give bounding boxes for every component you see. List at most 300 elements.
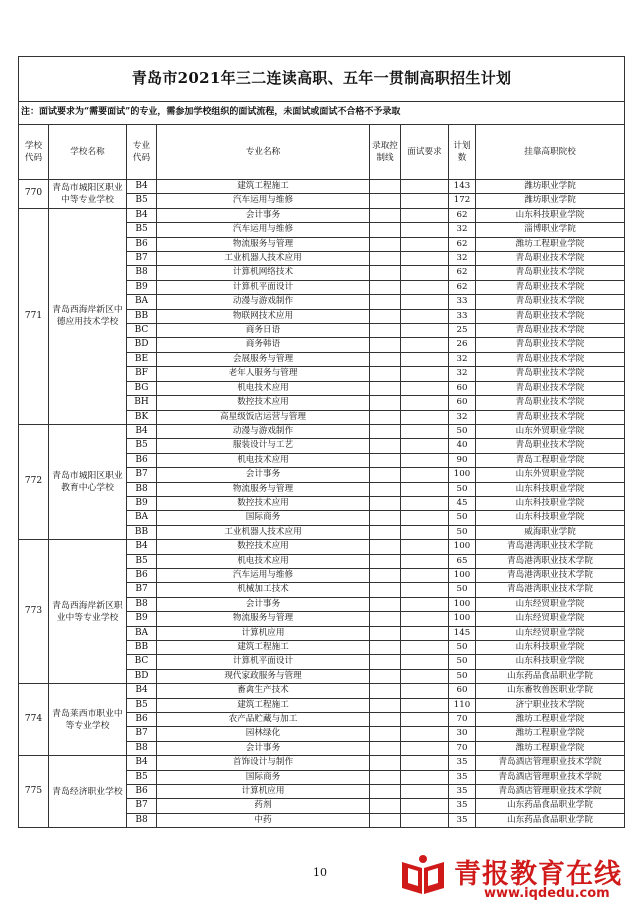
- plan-cell: 26: [449, 338, 476, 352]
- plan-cell: 145: [449, 626, 476, 640]
- school-name-cell: 青岛市城阳区职业教育中心学校: [49, 424, 127, 539]
- major-code-cell: B7: [127, 252, 157, 266]
- school-code-cell: 774: [19, 684, 49, 756]
- control-line-cell: [370, 525, 401, 539]
- interview-cell: [401, 525, 449, 539]
- major-name-cell: 工业机器人技术应用: [157, 525, 370, 539]
- major-name-cell: 中药: [157, 813, 370, 827]
- major-name-cell: 计算机应用: [157, 785, 370, 799]
- major-code-cell: B4: [127, 540, 157, 554]
- interview-cell: [401, 482, 449, 496]
- control-line-cell: [370, 280, 401, 294]
- major-code-cell: BC: [127, 324, 157, 338]
- control-line-cell: [370, 180, 401, 194]
- college-cell: 青岛职业技术学院: [476, 266, 625, 280]
- table-row: [19, 424, 625, 438]
- plan-cell: 172: [449, 194, 476, 208]
- major-code-cell: B8: [127, 266, 157, 280]
- college-cell: 潍坊工程职业学院: [476, 713, 625, 727]
- control-line-cell: [370, 741, 401, 755]
- college-cell: 青岛职业技术学院: [476, 309, 625, 323]
- major-code-cell: BA: [127, 626, 157, 640]
- plan-cell: 35: [449, 785, 476, 799]
- interview-cell: [401, 583, 449, 597]
- table-row: [19, 540, 625, 554]
- major-name-cell: 商务韩语: [157, 338, 370, 352]
- major-name-cell: 药剂: [157, 799, 370, 813]
- major-name-cell: 会计事务: [157, 597, 370, 611]
- interview-cell: [401, 568, 449, 582]
- control-line-cell: [370, 540, 401, 554]
- plan-cell: 35: [449, 813, 476, 827]
- plan-cell: 110: [449, 698, 476, 712]
- major-name-cell: 会展服务与管理: [157, 352, 370, 366]
- interview-cell: [401, 381, 449, 395]
- interview-cell: [401, 655, 449, 669]
- major-name-cell: 数控技术应用: [157, 396, 370, 410]
- control-line-cell: [370, 554, 401, 568]
- major-name-cell: 机电技术应用: [157, 381, 370, 395]
- school-code-cell: 772: [19, 424, 49, 539]
- header-plan: 计划数: [449, 125, 476, 180]
- interview-cell: [401, 237, 449, 251]
- control-line-cell: [370, 785, 401, 799]
- major-code-cell: BA: [127, 511, 157, 525]
- control-line-cell: [370, 352, 401, 366]
- major-code-cell: BB: [127, 641, 157, 655]
- major-code-cell: B4: [127, 180, 157, 194]
- header-interview: 面试要求: [401, 125, 449, 180]
- major-code-cell: B4: [127, 756, 157, 770]
- college-cell: 山东科技职业学院: [476, 496, 625, 510]
- major-code-cell: B5: [127, 698, 157, 712]
- plan-cell: 33: [449, 295, 476, 309]
- college-cell: 青岛职业技术学院: [476, 396, 625, 410]
- school-code-cell: 771: [19, 208, 49, 424]
- interview-cell: [401, 540, 449, 554]
- control-line-cell: [370, 223, 401, 237]
- control-line-cell: [370, 237, 401, 251]
- major-code-cell: B6: [127, 568, 157, 582]
- control-line-cell: [370, 669, 401, 683]
- major-name-cell: 畜禽生产技术: [157, 684, 370, 698]
- interview-cell: [401, 785, 449, 799]
- control-line-cell: [370, 684, 401, 698]
- control-line-cell: [370, 799, 401, 813]
- header-control-line: 录取控制线: [370, 125, 401, 180]
- control-line-cell: [370, 655, 401, 669]
- plan-cell: 30: [449, 727, 476, 741]
- interview-cell: [401, 698, 449, 712]
- control-line-cell: [370, 813, 401, 827]
- college-cell: 潍坊职业学院: [476, 180, 625, 194]
- plan-cell: 60: [449, 684, 476, 698]
- plan-cell: 45: [449, 496, 476, 510]
- control-line-cell: [370, 698, 401, 712]
- major-code-cell: B8: [127, 597, 157, 611]
- major-name-cell: 汽车运用与维修: [157, 568, 370, 582]
- interview-cell: [401, 669, 449, 683]
- plan-cell: 50: [449, 641, 476, 655]
- header-school-name: 学校名称: [49, 125, 127, 180]
- major-name-cell: 建筑工程施工: [157, 698, 370, 712]
- college-cell: 山东科技职业学院: [476, 511, 625, 525]
- major-code-cell: B4: [127, 208, 157, 222]
- school-code-cell: 773: [19, 540, 49, 684]
- major-name-cell: 机电技术应用: [157, 554, 370, 568]
- control-line-cell: [370, 338, 401, 352]
- major-name-cell: 老年人服务与管理: [157, 367, 370, 381]
- control-line-cell: [370, 396, 401, 410]
- plan-cell: 50: [449, 424, 476, 438]
- major-code-cell: B9: [127, 612, 157, 626]
- major-name-cell: 工业机器人技术应用: [157, 252, 370, 266]
- control-line-cell: [370, 324, 401, 338]
- college-cell: 山东科技职业学院: [476, 655, 625, 669]
- college-cell: 山东科技职业学院: [476, 208, 625, 222]
- control-line-cell: [370, 511, 401, 525]
- interview-cell: [401, 453, 449, 467]
- major-code-cell: BA: [127, 295, 157, 309]
- school-code-cell: 775: [19, 756, 49, 828]
- major-name-cell: 计算机平面设计: [157, 280, 370, 294]
- interview-cell: [401, 295, 449, 309]
- college-cell: 山东经贸职业学院: [476, 626, 625, 640]
- plan-cell: 50: [449, 669, 476, 683]
- plan-cell: 62: [449, 208, 476, 222]
- major-name-cell: 物流服务与管理: [157, 482, 370, 496]
- control-line-cell: [370, 626, 401, 640]
- interview-cell: [401, 180, 449, 194]
- major-code-cell: B6: [127, 785, 157, 799]
- control-line-cell: [370, 208, 401, 222]
- interview-cell: [401, 597, 449, 611]
- interview-cell: [401, 713, 449, 727]
- interview-cell: [401, 396, 449, 410]
- interview-cell: [401, 496, 449, 510]
- plan-cell: 50: [449, 525, 476, 539]
- school-name-cell: 青岛西海岸新区中德应用技术学校: [49, 208, 127, 424]
- interview-cell: [401, 324, 449, 338]
- college-cell: 山东经贸职业学院: [476, 612, 625, 626]
- major-code-cell: BE: [127, 352, 157, 366]
- major-code-cell: BH: [127, 396, 157, 410]
- major-name-cell: 建筑工程施工: [157, 641, 370, 655]
- table-title: 青岛市2021年三二连读高职、五年一贯制高职招生计划: [19, 57, 625, 102]
- school-name-cell: 青岛西海岸新区职业中等专业学校: [49, 540, 127, 684]
- header-school-code: 学校代码: [19, 125, 49, 180]
- interview-cell: [401, 208, 449, 222]
- plan-cell: 62: [449, 237, 476, 251]
- control-line-cell: [370, 482, 401, 496]
- plan-cell: 62: [449, 280, 476, 294]
- control-line-cell: [370, 252, 401, 266]
- college-cell: 山东药品食品职业学院: [476, 799, 625, 813]
- major-code-cell: B5: [127, 770, 157, 784]
- major-name-cell: 首饰设计与制作: [157, 756, 370, 770]
- interview-cell: [401, 741, 449, 755]
- major-name-cell: 高星级饭店运营与管理: [157, 410, 370, 424]
- interview-cell: [401, 554, 449, 568]
- major-name-cell: 物联网技术应用: [157, 309, 370, 323]
- major-code-cell: B5: [127, 194, 157, 208]
- major-name-cell: 数控技术应用: [157, 496, 370, 510]
- college-cell: 青岛职业技术学院: [476, 352, 625, 366]
- plan-cell: 60: [449, 381, 476, 395]
- plan-cell: 143: [449, 180, 476, 194]
- control-line-cell: [370, 496, 401, 510]
- plan-cell: 32: [449, 223, 476, 237]
- plan-cell: 50: [449, 511, 476, 525]
- interview-cell: [401, 813, 449, 827]
- major-name-cell: 计算机平面设计: [157, 655, 370, 669]
- major-code-cell: B4: [127, 684, 157, 698]
- college-cell: 青岛酒店管理职业技术学院: [476, 785, 625, 799]
- table-row: [19, 208, 625, 222]
- college-cell: 潍坊工程职业学院: [476, 237, 625, 251]
- plan-cell: 35: [449, 799, 476, 813]
- school-name-cell: 青岛经济职业学校: [49, 756, 127, 828]
- major-name-cell: 计算机网络技术: [157, 266, 370, 280]
- enrollment-plan-table: [18, 56, 625, 828]
- plan-cell: 33: [449, 309, 476, 323]
- college-cell: 青岛职业技术学院: [476, 439, 625, 453]
- interview-cell: [401, 424, 449, 438]
- major-code-cell: B4: [127, 424, 157, 438]
- major-name-cell: 动漫与游戏制作: [157, 295, 370, 309]
- interview-cell: [401, 799, 449, 813]
- college-cell: 青岛职业技术学院: [476, 324, 625, 338]
- plan-cell: 32: [449, 367, 476, 381]
- major-code-cell: BB: [127, 525, 157, 539]
- control-line-cell: [370, 453, 401, 467]
- major-name-cell: 汽车运用与维修: [157, 194, 370, 208]
- plan-cell: 60: [449, 396, 476, 410]
- plan-cell: 50: [449, 482, 476, 496]
- interview-cell: [401, 266, 449, 280]
- plan-cell: 70: [449, 741, 476, 755]
- control-line-cell: [370, 612, 401, 626]
- school-code-cell: 770: [19, 180, 49, 209]
- college-cell: 潍坊工程职业学院: [476, 741, 625, 755]
- school-name-cell: 青岛莱西市职业中等专业学校: [49, 684, 127, 756]
- major-name-cell: 服装设计与工艺: [157, 439, 370, 453]
- interview-cell: [401, 612, 449, 626]
- school-name-cell: 青岛市城阳区职业中等专业学校: [49, 180, 127, 209]
- major-name-cell: 物流服务与管理: [157, 612, 370, 626]
- control-line-cell: [370, 410, 401, 424]
- college-cell: 青岛职业技术学院: [476, 252, 625, 266]
- major-code-cell: B8: [127, 482, 157, 496]
- college-cell: 青岛职业技术学院: [476, 410, 625, 424]
- major-name-cell: 商务日语: [157, 324, 370, 338]
- header-major-code: 专业代码: [127, 125, 157, 180]
- plan-cell: 100: [449, 540, 476, 554]
- major-code-cell: B6: [127, 453, 157, 467]
- book-logo-icon: [398, 852, 448, 898]
- interview-cell: [401, 280, 449, 294]
- table-row: [19, 684, 625, 698]
- interview-cell: [401, 410, 449, 424]
- plan-cell: 100: [449, 468, 476, 482]
- control-line-cell: [370, 756, 401, 770]
- college-cell: 青岛职业技术学院: [476, 338, 625, 352]
- plan-cell: 50: [449, 583, 476, 597]
- control-line-cell: [370, 583, 401, 597]
- control-line-cell: [370, 194, 401, 208]
- major-code-cell: BG: [127, 381, 157, 395]
- college-cell: 青岛酒店管理职业技术学院: [476, 770, 625, 784]
- major-name-cell: 现代家政服务与管理: [157, 669, 370, 683]
- interview-cell: [401, 626, 449, 640]
- major-code-cell: B6: [127, 237, 157, 251]
- interview-cell: [401, 194, 449, 208]
- major-name-cell: 国际商务: [157, 770, 370, 784]
- major-code-cell: B5: [127, 223, 157, 237]
- plan-cell: 32: [449, 252, 476, 266]
- interview-cell: [401, 727, 449, 741]
- plan-cell: 62: [449, 266, 476, 280]
- major-code-cell: B5: [127, 554, 157, 568]
- control-line-cell: [370, 727, 401, 741]
- control-line-cell: [370, 266, 401, 280]
- interview-cell: [401, 439, 449, 453]
- major-name-cell: 建筑工程施工: [157, 180, 370, 194]
- control-line-cell: [370, 439, 401, 453]
- plan-cell: 100: [449, 612, 476, 626]
- college-cell: 潍坊工程职业学院: [476, 727, 625, 741]
- college-cell: 青岛职业技术学院: [476, 381, 625, 395]
- college-cell: 青岛职业技术学院: [476, 295, 625, 309]
- plan-cell: 70: [449, 713, 476, 727]
- control-line-cell: [370, 770, 401, 784]
- college-cell: 青岛港湾职业技术学院: [476, 568, 625, 582]
- major-name-cell: 物流服务与管理: [157, 237, 370, 251]
- major-code-cell: BD: [127, 669, 157, 683]
- interview-cell: [401, 223, 449, 237]
- college-cell: 山东畜牧兽医职业学院: [476, 684, 625, 698]
- plan-cell: 65: [449, 554, 476, 568]
- interview-cell: [401, 511, 449, 525]
- college-cell: 青岛工程职业学院: [476, 453, 625, 467]
- major-code-cell: B9: [127, 496, 157, 510]
- major-code-cell: BC: [127, 655, 157, 669]
- control-line-cell: [370, 597, 401, 611]
- major-name-cell: 会计事务: [157, 208, 370, 222]
- college-cell: 威海职业学院: [476, 525, 625, 539]
- interview-cell: [401, 641, 449, 655]
- major-code-cell: B7: [127, 583, 157, 597]
- college-cell: 青岛职业技术学院: [476, 367, 625, 381]
- major-code-cell: B8: [127, 741, 157, 755]
- major-code-cell: B9: [127, 280, 157, 294]
- college-cell: 山东经贸职业学院: [476, 597, 625, 611]
- watermark-brand: 青报教育在线: [454, 859, 622, 890]
- college-cell: 山东外贸职业学院: [476, 424, 625, 438]
- control-line-cell: [370, 367, 401, 381]
- major-name-cell: 园林绿化: [157, 727, 370, 741]
- major-name-cell: 会计事务: [157, 468, 370, 482]
- major-name-cell: 数控技术应用: [157, 540, 370, 554]
- major-name-cell: 机械加工技术: [157, 583, 370, 597]
- watermark-url: www.iqdedu.com: [484, 886, 610, 901]
- plan-cell: 50: [449, 655, 476, 669]
- college-cell: 青岛港湾职业技术学院: [476, 540, 625, 554]
- table-row: [19, 756, 625, 770]
- major-name-cell: 国际商务: [157, 511, 370, 525]
- interview-note: 注：面试要求为“需要面试”的专业，需参加学校组织的面试流程，未面试或面试不合格不予录取: [19, 102, 625, 125]
- header-major-name: 专业名称: [157, 125, 370, 180]
- college-cell: 青岛职业技术学院: [476, 280, 625, 294]
- college-cell: 青岛酒店管理职业技术学院: [476, 756, 625, 770]
- major-name-cell: 汽车运用与维修: [157, 223, 370, 237]
- control-line-cell: [370, 568, 401, 582]
- interview-cell: [401, 756, 449, 770]
- plan-cell: 100: [449, 568, 476, 582]
- plan-cell: 25: [449, 324, 476, 338]
- major-code-cell: BB: [127, 309, 157, 323]
- plan-cell: 35: [449, 756, 476, 770]
- major-name-cell: 动漫与游戏制作: [157, 424, 370, 438]
- interview-cell: [401, 338, 449, 352]
- page-number: 10: [313, 866, 327, 879]
- major-name-cell: 会计事务: [157, 741, 370, 755]
- major-code-cell: B7: [127, 727, 157, 741]
- header-college: 挂靠高职院校: [476, 125, 625, 180]
- plan-cell: 35: [449, 770, 476, 784]
- major-code-cell: BF: [127, 367, 157, 381]
- college-cell: 淄博职业学院: [476, 223, 625, 237]
- interview-cell: [401, 367, 449, 381]
- plan-cell: 40: [449, 439, 476, 453]
- table-row: [19, 180, 625, 194]
- watermark-logo: [398, 850, 638, 904]
- college-cell: 青岛港湾职业技术学院: [476, 583, 625, 597]
- interview-cell: [401, 309, 449, 323]
- major-code-cell: BK: [127, 410, 157, 424]
- interview-cell: [401, 770, 449, 784]
- plan-cell: 32: [449, 410, 476, 424]
- college-cell: 山东药品食品职业学院: [476, 669, 625, 683]
- control-line-cell: [370, 309, 401, 323]
- plan-cell: 100: [449, 597, 476, 611]
- plan-cell: 90: [449, 453, 476, 467]
- major-name-cell: 计算机应用: [157, 626, 370, 640]
- major-code-cell: B7: [127, 468, 157, 482]
- plan-cell: 32: [449, 352, 476, 366]
- major-code-cell: BD: [127, 338, 157, 352]
- college-cell: 山东药品食品职业学院: [476, 813, 625, 827]
- major-code-cell: B5: [127, 439, 157, 453]
- college-cell: 山东科技职业学院: [476, 482, 625, 496]
- control-line-cell: [370, 641, 401, 655]
- interview-cell: [401, 468, 449, 482]
- control-line-cell: [370, 424, 401, 438]
- major-code-cell: B6: [127, 713, 157, 727]
- major-code-cell: B8: [127, 813, 157, 827]
- college-cell: 山东科技职业学院: [476, 641, 625, 655]
- college-cell: 青岛港湾职业技术学院: [476, 554, 625, 568]
- interview-cell: [401, 684, 449, 698]
- major-code-cell: B7: [127, 799, 157, 813]
- enrollment-plan-sheet: [18, 56, 624, 828]
- interview-cell: [401, 252, 449, 266]
- major-name-cell: 农产品贮藏与加工: [157, 713, 370, 727]
- control-line-cell: [370, 381, 401, 395]
- control-line-cell: [370, 713, 401, 727]
- control-line-cell: [370, 468, 401, 482]
- control-line-cell: [370, 295, 401, 309]
